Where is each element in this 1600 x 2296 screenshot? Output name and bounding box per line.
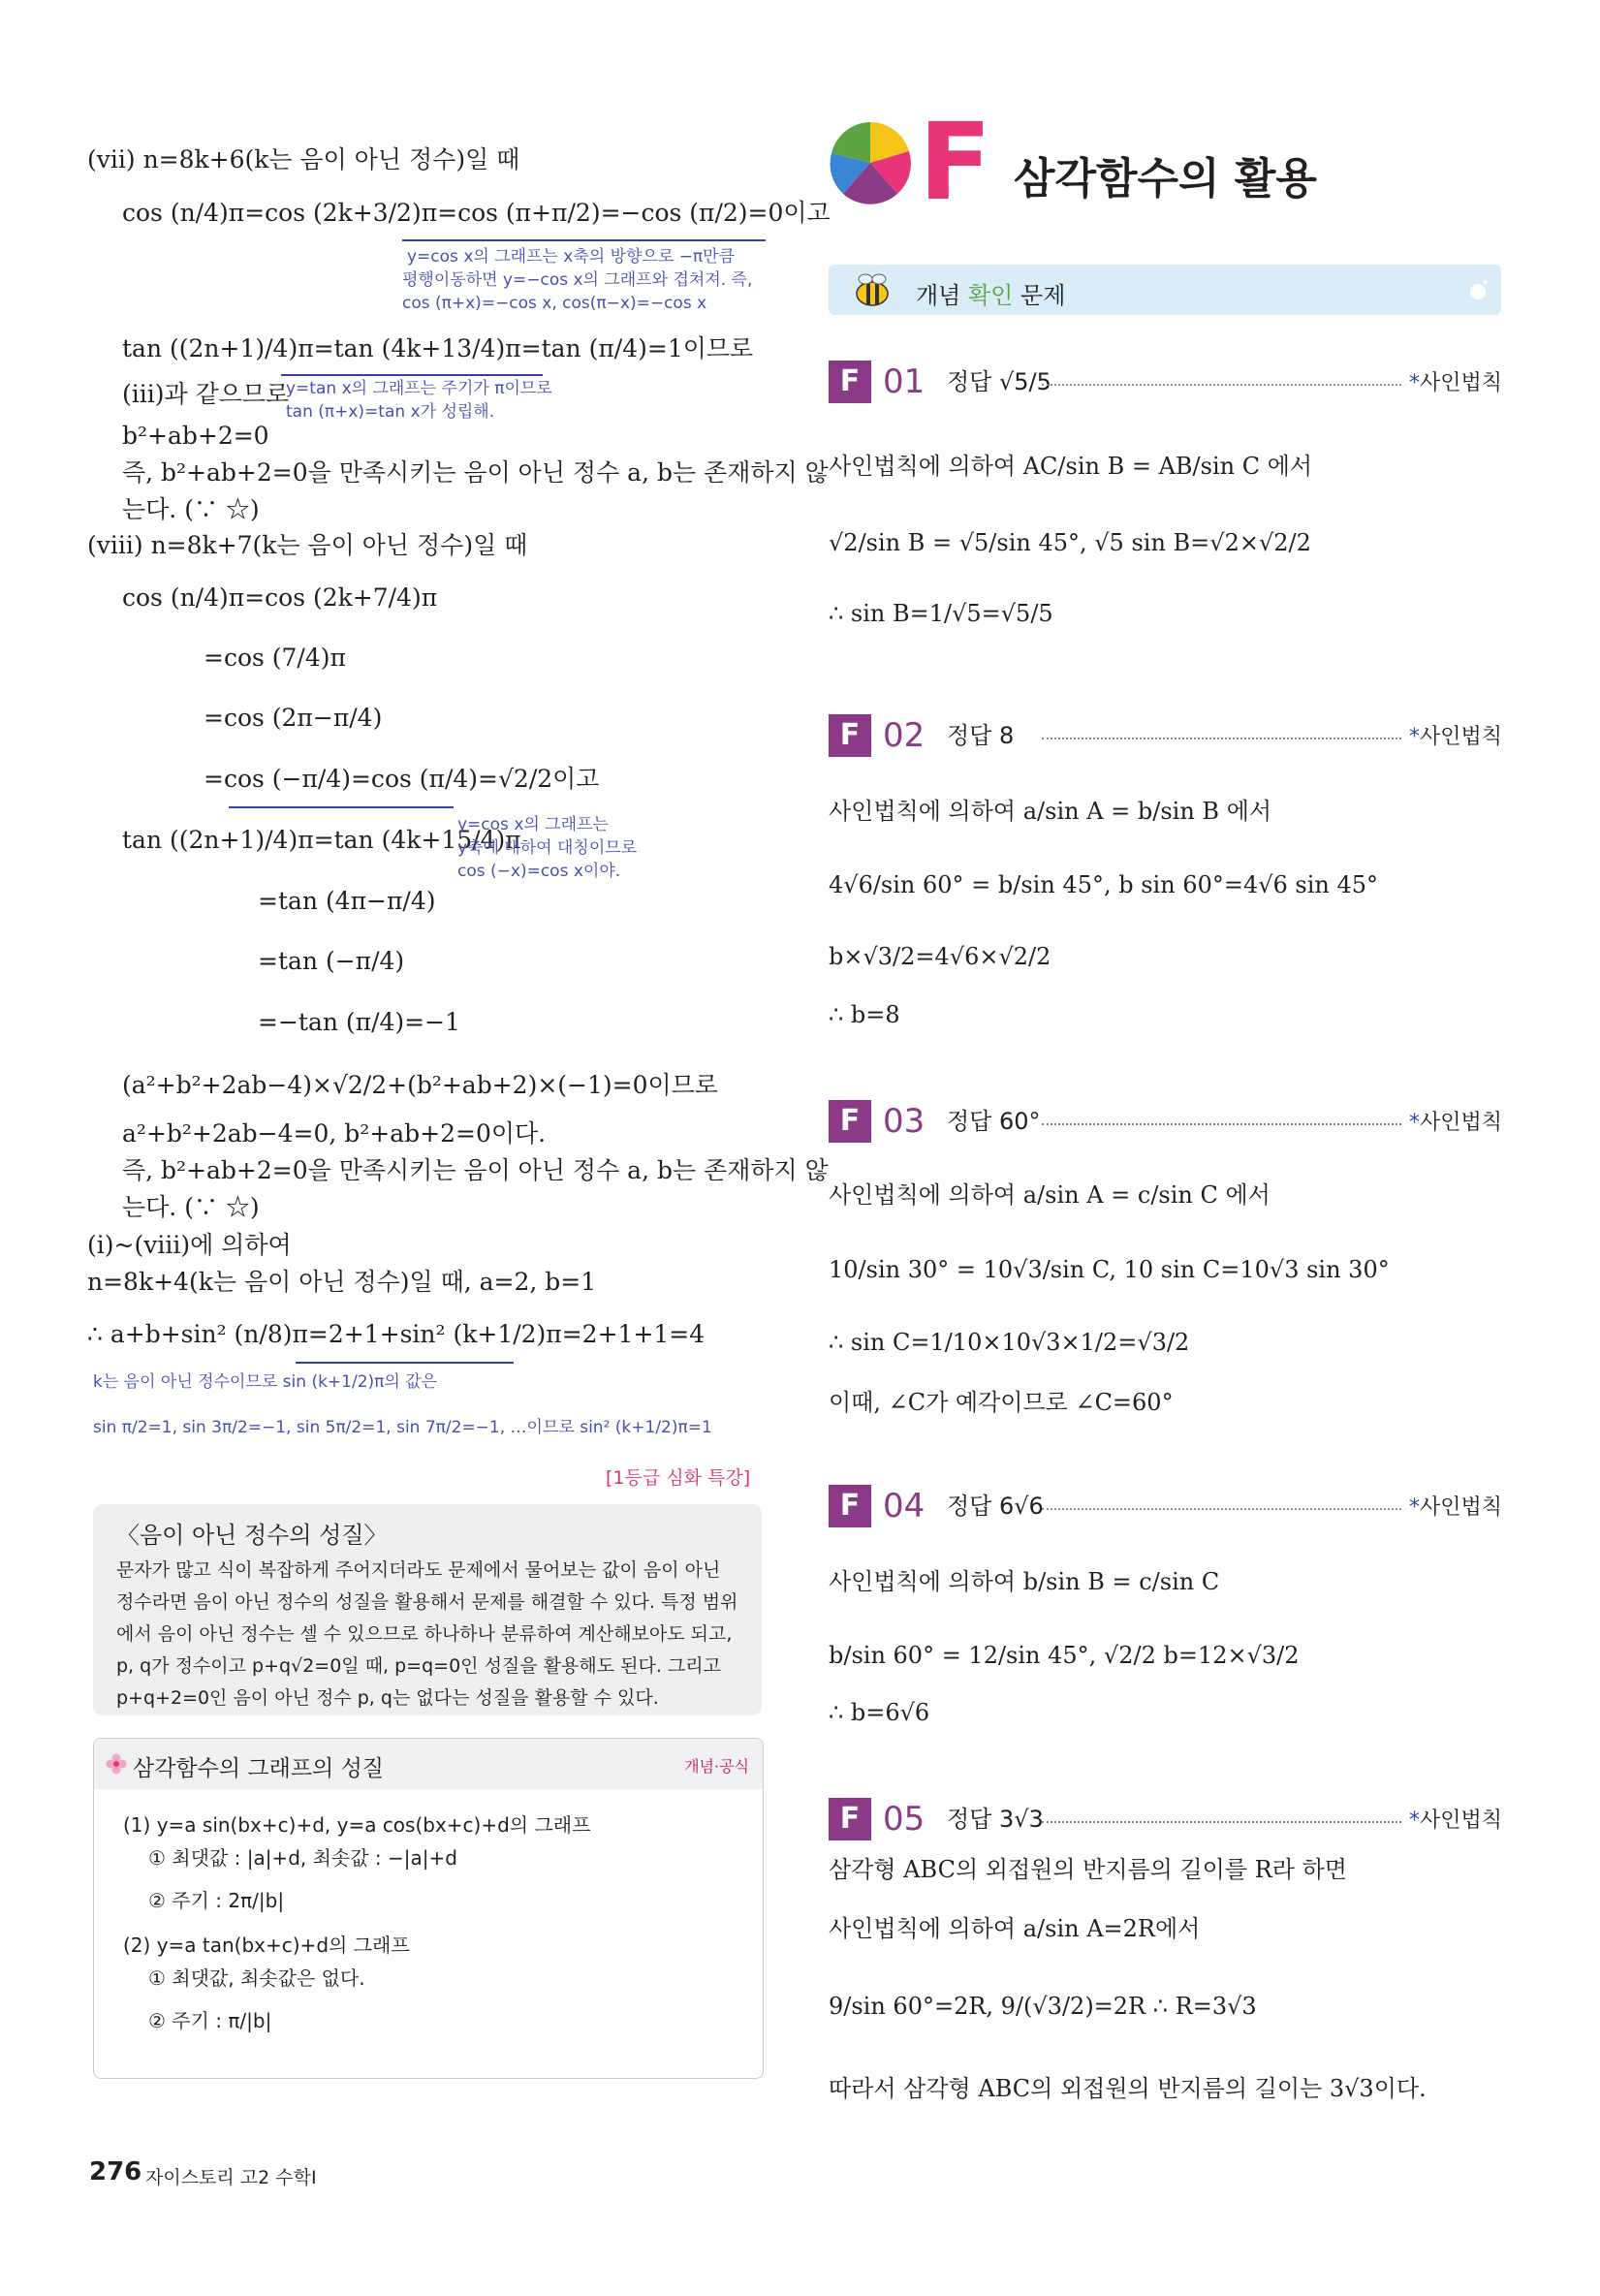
problem-badge: F (829, 1485, 871, 1527)
tag-star: * (1408, 1808, 1420, 1833)
problem-number: 01 (883, 362, 925, 401)
problem-answer: 정답 8 (947, 722, 1015, 749)
problem-badge: F (829, 714, 871, 757)
annotation-note: y=cos x의 그래프는 (457, 815, 609, 834)
statement: 는다. (∵ ☆) (122, 495, 260, 523)
problem-header (829, 361, 1502, 403)
tag-text: 사인법칙 (1419, 371, 1502, 395)
tip-body: 문자가 많고 식이 복잡하게 주어지더라도 문제에서 물어보는 값이 음이 아닌 정수라면 음이 아닌 정수의 성질을 활용해서 문제를 해결할 수 있다. 특정 범위에서 음이 아닌 정수는 셀 수 있으므로 하나하나 분류하여 계산해보아도 되고, p, q가 정수이고 p+q√2=0일 때, p=q=0인 성질을 활용해도 된다. 그리고 p+q+2=0인 음이 아닌 정수 p, q는 없다는 성질을 활용할 수 있다. (116, 1559, 738, 1709)
tag-star: * (1408, 725, 1420, 749)
blue-underline (296, 1362, 514, 1364)
graph-box-title: 삼각함수의 그래프의 성질 (133, 1756, 385, 1781)
flower-icon (106, 1753, 127, 1775)
graph-property: ② 주기 : 2π/|b| (148, 1889, 285, 1912)
solution-line: 9/sin 60°=2R, 9/(√3/2)=2R ∴ R=3√3 (829, 1993, 1257, 2020)
pie-logo-icon (822, 114, 919, 211)
problem-header (829, 714, 1502, 757)
problem-number: 05 (883, 1800, 925, 1839)
graph-property: (1) y=a sin(bx+c)+d, y=a cos(bx+c)+d의 그래프 (123, 1813, 591, 1837)
graph-property: ① 최댓값 : |a|+d, 최솟값 : −|a|+d (148, 1846, 457, 1870)
dotted-leader (1042, 1123, 1401, 1125)
solution-line: 10/sin 30° = 10√3/sin C, 10 sin C=10√3 sin 30° (829, 1256, 1390, 1283)
annotation-note: 평행이동하면 y=−cos x의 그래프와 겹쳐져. 즉, (402, 270, 753, 290)
tan-line: =tan (−π/4) (258, 947, 405, 975)
tan-line: tan ((2n+1)/4)π=tan (4k+15/4)π (122, 826, 521, 854)
case-8-heading: (ⅷ) n=8k+7(k는 음이 아닌 정수)일 때 (87, 531, 528, 559)
solution-line: 사인법칙에 의하여 a/sin A = c/sin C 에서 (829, 1181, 1271, 1209)
equation: a²+b²+2ab−4=0, b²+ab+2=0이다. (122, 1119, 547, 1148)
tag-text: 사인법칙 (1419, 1111, 1502, 1135)
statement: 는다. (∵ ☆) (122, 1193, 260, 1221)
final-answer: ∴ a+b+sin² (n/8)π=2+1+sin² (k+1/2)π=2+1+1=4 (87, 1320, 706, 1348)
graph-box-header (94, 1739, 763, 1789)
solution-line: b/sin 60° = 12/sin 45°, √2/2 b=12×√3/2 (829, 1642, 1300, 1669)
tip-title: 〈음이 아닌 정수의 성질〉 (116, 1522, 388, 1549)
banner-title (916, 276, 1065, 310)
section-title: 삼각함수의 활용 (1014, 154, 1317, 204)
tan-line: =−tan (π/4)=−1 (258, 1008, 460, 1036)
blue-underline (402, 239, 766, 241)
page-number: 276 (89, 2157, 142, 2186)
equation: (a²+b²+2ab−4)×√2/2+(b²+ab+2)×(−1)=0이므로 (122, 1071, 718, 1099)
problem-number: 04 (883, 1487, 925, 1525)
annotation-note: sin π/2=1, sin 3π/2=−1, sin 5π/2=1, sin 7π/2=−1, …이므로 sin² (k+1/2)π=1 (93, 1418, 712, 1437)
tip-box (93, 1504, 762, 1715)
problem-badge: F (829, 361, 871, 403)
problem-header (829, 1100, 1502, 1143)
advanced-lecture-tag: [1등급 심화 특강] (606, 1467, 751, 1489)
tag-star: * (1408, 1111, 1420, 1135)
problem-tag (1409, 366, 1502, 396)
problem-tag (1409, 1491, 1502, 1521)
problem-header (829, 1485, 1502, 1527)
dotted-leader (1042, 1821, 1401, 1823)
problem-number: 03 (883, 1102, 925, 1141)
bee-icon (850, 270, 894, 309)
annotation-note: k는 음이 아닌 정수이므로 sin (k+1/2)π의 값은 (93, 1372, 438, 1392)
conclusion: n=8k+4(k는 음이 아닌 정수)일 때, a=2, b=1 (87, 1268, 597, 1296)
solution-line: ∴ b=6√6 (829, 1699, 930, 1726)
tag-star: * (1408, 371, 1420, 395)
concept-check-banner (829, 265, 1501, 315)
solution-line: 사인법칙에 의하여 a/sin A = b/sin B 에서 (829, 798, 1272, 825)
dotted-leader (1042, 738, 1401, 739)
graph-property: ① 최댓값, 최솟값은 없다. (148, 1966, 365, 1990)
tag-text: 사인법칙 (1419, 725, 1502, 749)
solution-line: √2/sin B = √5/sin 45°, √5 sin B=√2×√2/2 (829, 529, 1311, 556)
tag-star: * (1408, 1495, 1420, 1520)
banner-title-part: 개념 (916, 282, 968, 309)
solution-line: 사인법칙에 의하여 AC/sin B = AB/sin C 에서 (829, 453, 1313, 480)
annotation-note: cos (−x)=cos x이야. (457, 862, 621, 881)
problem-number: 02 (883, 716, 925, 755)
problem-header (829, 1798, 1502, 1840)
problem-answer: 정답 6√6 (947, 1493, 1044, 1520)
equation: b²+ab+2=0 (122, 422, 269, 450)
solution-line: ∴ sin B=1/√5=√5/5 (829, 600, 1053, 627)
solution-line: ∴ sin C=1/10×10√3×1/2=√3/2 (829, 1329, 1190, 1356)
tag-text: 사인법칙 (1419, 1495, 1502, 1520)
banner-title-accent: 확인 (968, 282, 1014, 309)
tan-line: =tan (4π−π/4) (258, 887, 436, 915)
solution-line: 따라서 삼각형 ABC의 외접원의 반지름의 길이는 3√3이다. (829, 2075, 1427, 2102)
annotation-note: y=tan x의 그래프는 주기가 π이므로 (286, 379, 552, 398)
dotted-leader (1042, 384, 1401, 386)
cos-line: cos (n/4)π=cos (2k+7/4)π (122, 583, 438, 612)
dotted-leader (1042, 1508, 1401, 1510)
problem-answer: 정답 3√3 (947, 1806, 1044, 1833)
cos-line: =cos (7/4)π (204, 644, 346, 672)
graph-property: ② 주기 : π/|b| (148, 2009, 272, 2032)
annotation-note: cos (π+x)=−cos x, cos(π−x)=−cos x (402, 294, 707, 313)
statement: 즉, b²+ab+2=0을 만족시키는 음이 아닌 정수 a, b는 존재하지 않 (122, 458, 829, 487)
problem-badge: F (829, 1798, 871, 1840)
solution-line: 이때, ∠C가 예각이므로 ∠C=60° (829, 1389, 1174, 1416)
statement: 즉, b²+ab+2=0을 만족시키는 음이 아닌 정수 a, b는 존재하지 않 (122, 1156, 829, 1184)
banner-title-part: 문제 (1013, 282, 1066, 309)
section-letter: F (919, 100, 992, 224)
tan-line: tan ((2n+1)/4)π=tan (4k+13/4)π=tan (π/4)=1이므로 (122, 334, 754, 362)
cos-line: =cos (2π−π/4) (204, 704, 383, 732)
case-7-heading: (ⅶ) n=8k+6(k는 음이 아닌 정수)일 때 (87, 145, 520, 173)
concept-formula-tag: 개념·공식 (684, 1757, 749, 1776)
graph-property: (2) y=a tan(bx+c)+d의 그래프 (123, 1934, 410, 1957)
solution-line: 사인법칙에 의하여 a/sin A=2R에서 (829, 1915, 1201, 1942)
solution-line: 4√6/sin 60° = b/sin 45°, b sin 60°=4√6 sin 45° (829, 871, 1379, 898)
blue-underline (281, 374, 543, 376)
annotation-note: tan (π+x)=tan x가 성립해. (286, 402, 495, 422)
case-ref: (ⅲ)과 같으므로 (122, 380, 290, 408)
solution-line: ∴ b=8 (829, 1001, 900, 1028)
cos-line: cos (n/4)π=cos (2k+3/2)π=cos (π+π/2)=−cos (π/2)=0이고 (122, 199, 831, 227)
problem-tag (1409, 1106, 1502, 1136)
problem-badge: F (829, 1100, 871, 1143)
tag-text: 사인법칙 (1419, 1808, 1502, 1833)
solution-line: 삼각형 ABC의 외접원의 반지름의 길이를 R라 하면 (829, 1856, 1347, 1883)
graph-properties-box (93, 1738, 764, 2079)
problem-tag (1409, 1804, 1502, 1834)
book-title: 자이스토리 고2 수학Ⅰ (145, 2167, 317, 2188)
problem-tag (1409, 720, 1502, 750)
problem-answer: 정답 √5/5 (947, 368, 1051, 395)
bubble-icon (1466, 278, 1490, 301)
solution-line: b×√3/2=4√6×√2/2 (829, 943, 1051, 970)
cos-line: =cos (−π/4)=cos (π/4)=√2/2이고 (204, 765, 600, 793)
problem-answer: 정답 60° (947, 1108, 1041, 1135)
annotation-note: y=cos x의 그래프는 x축의 방향으로 −π만큼 (407, 247, 736, 267)
annotation-note: y축에 대하여 대칭이므로 (457, 838, 638, 858)
blue-underline (229, 806, 454, 808)
solution-line: 사인법칙에 의하여 b/sin B = c/sin C (829, 1568, 1220, 1595)
conclusion: (ⅰ)~(ⅷ)에 의하여 (87, 1231, 292, 1259)
